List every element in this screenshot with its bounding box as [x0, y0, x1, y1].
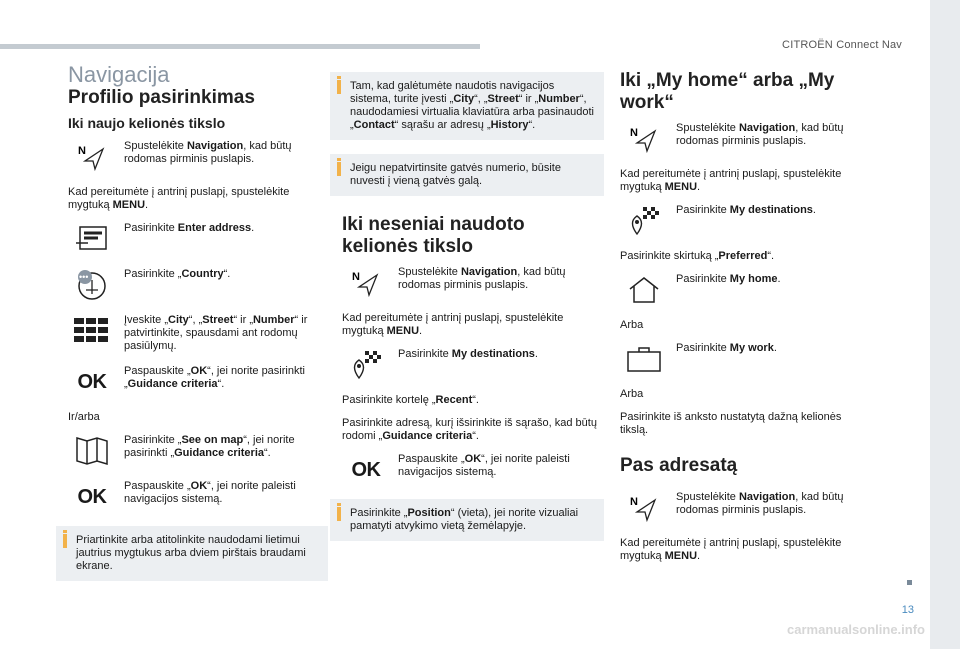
header-brand: CITROËN Connect Nav	[782, 39, 902, 51]
svg-text:•••: •••	[79, 272, 89, 282]
step-text: Spustelėkite Navigation, kad būtų rodomas pirminis puslapis.	[124, 140, 292, 165]
heading-home-work: Iki „My home“ arba „My work“	[620, 70, 835, 113]
step-text: Pasirinkite My home.	[676, 273, 781, 285]
heading-to-contact: Pas adresatą	[620, 455, 738, 476]
info-box	[330, 72, 604, 140]
step-navigation	[68, 140, 322, 174]
menu-paragraph: Kad pereitumėte į antrinį puslapį, spustelėkite mygtuką MENU.	[620, 537, 842, 562]
header-rule	[0, 44, 480, 49]
step-text: Spustelėkite Navigation, kad būtų rodomas pirminis puslapis.	[398, 266, 566, 291]
step-navigation	[342, 266, 598, 300]
work-briefcase-icon	[620, 342, 668, 376]
info-text: Jeigu nepatvirtinsite gatvės numerio, būsite nuvesti į vieną gatvės galą.	[350, 162, 561, 187]
column-3	[620, 60, 860, 573]
or-label: Ir/arba	[68, 411, 100, 423]
navigation-icon	[620, 122, 668, 156]
info-text: Pasirinkite „Position“ (vieta), jei norite vizualiai pamatyti atvykimo vietą žemėlapyje.	[350, 507, 579, 532]
info-icon	[63, 530, 67, 533]
country-icon	[68, 268, 116, 302]
step-ok-guidance	[68, 365, 322, 399]
step-text: Pasirinkite „Country“.	[124, 268, 231, 280]
svg-text:N: N	[630, 127, 638, 139]
info-text: Tam, kad galėtumėte naudotis navigacijos sistema, turite įvesti „City“, „Street“ ir „Number“, naudodamiesi virtualia klaviatūra arba pasinaudoti „Contact“ sąrašu ar adresų „History“.	[350, 80, 594, 131]
svg-text:N: N	[78, 145, 86, 157]
step-text: Pasirinkite My work.	[676, 342, 777, 354]
svg-text:N: N	[352, 271, 360, 283]
step-ok-start	[342, 453, 598, 487]
enter-address-icon	[68, 222, 116, 256]
step-text: Paspauskite „OK“, jei norite paleisti navigacijos sistemą.	[398, 453, 570, 478]
ok-button-icon: OK	[351, 458, 381, 481]
column-1	[68, 60, 322, 591]
step-navigation	[620, 491, 860, 525]
or-label: Arba	[620, 319, 644, 331]
step-text: Pasirinkite „See on map“, jei norite pasirinkti „Guidance criteria“.	[124, 434, 295, 459]
step-text: Spustelėkite Navigation, kad būtų rodomas pirminis puslapis.	[676, 122, 844, 147]
column-2	[342, 60, 598, 551]
step-enter-address	[68, 222, 322, 256]
preset-paragraph: Pasirinkite iš anksto nustatytą dažną kelionės tikslą.	[620, 411, 842, 436]
menu-paragraph: Kad pereitumėte į antrinį puslapį, spustelėkite mygtuką MENU.	[620, 168, 842, 193]
heading-profile: Profilio pasirinkimas	[68, 87, 255, 108]
step-text: Pasirinkite Enter address.	[124, 222, 255, 234]
step-ok-start	[68, 480, 322, 514]
step-see-on-map	[68, 434, 322, 468]
svg-text:N: N	[630, 496, 638, 508]
step-my-home	[620, 273, 860, 307]
step-text: Paspauskite „OK“, jei norite pasirinkti „Guidance criteria“.	[124, 365, 305, 390]
step-country	[68, 268, 322, 302]
info-text: Priartinkite arba atitolinkite naudodami lietimui jautrius mygtukus arba dviem pirštais braudami ekrane.	[76, 534, 306, 572]
info-box	[330, 499, 604, 541]
step-my-destinations	[620, 204, 860, 238]
map-icon	[68, 434, 116, 468]
navigation-icon	[620, 491, 668, 525]
page-edge-strip	[930, 0, 960, 649]
ok-button-icon: OK	[77, 485, 107, 508]
step-city-street-number	[68, 314, 322, 353]
heading-new-destination: Iki naujo kelionės tikslo	[68, 115, 226, 131]
step-text: Įveskite „City“, „Street“ ir „Number“ ir patvirtinkite, spausdami ant rodomų pasiūlymų.	[124, 314, 308, 352]
keyboard-icon	[68, 314, 116, 348]
or-label: Arba	[620, 388, 644, 400]
step-text: Spustelėkite Navigation, kad būtų rodomas pirminis puslapis.	[676, 491, 844, 516]
step-text: Pasirinkite My destinations.	[398, 348, 538, 360]
info-icon	[337, 503, 341, 506]
step-text: Pasirinkite My destinations.	[676, 204, 816, 216]
step-my-destinations	[342, 348, 598, 382]
watermark: carmanualsonline.info	[787, 622, 925, 637]
info-icon	[337, 76, 341, 79]
ok-button-icon: OK	[77, 370, 107, 393]
destination-flag-icon	[342, 348, 390, 382]
preferred-paragraph: Pasirinkite skirtuką „Preferred“.	[620, 250, 775, 262]
info-box	[56, 526, 328, 581]
recent-paragraph: Pasirinkite kortelę „Recent“.	[342, 394, 479, 406]
step-my-work	[620, 342, 860, 376]
info-box	[330, 154, 604, 196]
navigation-icon	[68, 140, 116, 174]
home-icon	[620, 273, 668, 307]
select-address-paragraph: Pasirinkite adresą, kurį išsirinkite iš sąrašo, kad būtų rodomi „Guidance criteria“.	[342, 417, 597, 442]
menu-paragraph: Kad pereitumėte į antrinį puslapį, spustelėkite mygtuką MENU.	[342, 312, 564, 337]
continuation-marker	[907, 580, 912, 585]
info-icon	[337, 158, 341, 161]
section-title: Navigacija	[68, 62, 170, 87]
step-navigation	[620, 122, 860, 156]
page-number: 13	[901, 604, 914, 616]
heading-recent-destination: Iki neseniai naudoto kelionės tikslo	[342, 214, 525, 257]
step-text: Paspauskite „OK“, jei norite paleisti navigacijos sistemą.	[124, 480, 296, 505]
destination-flag-icon	[620, 204, 668, 238]
navigation-icon	[342, 266, 390, 300]
menu-paragraph: Kad pereitumėte į antrinį puslapį, spustelėkite mygtuką MENU.	[68, 186, 290, 211]
